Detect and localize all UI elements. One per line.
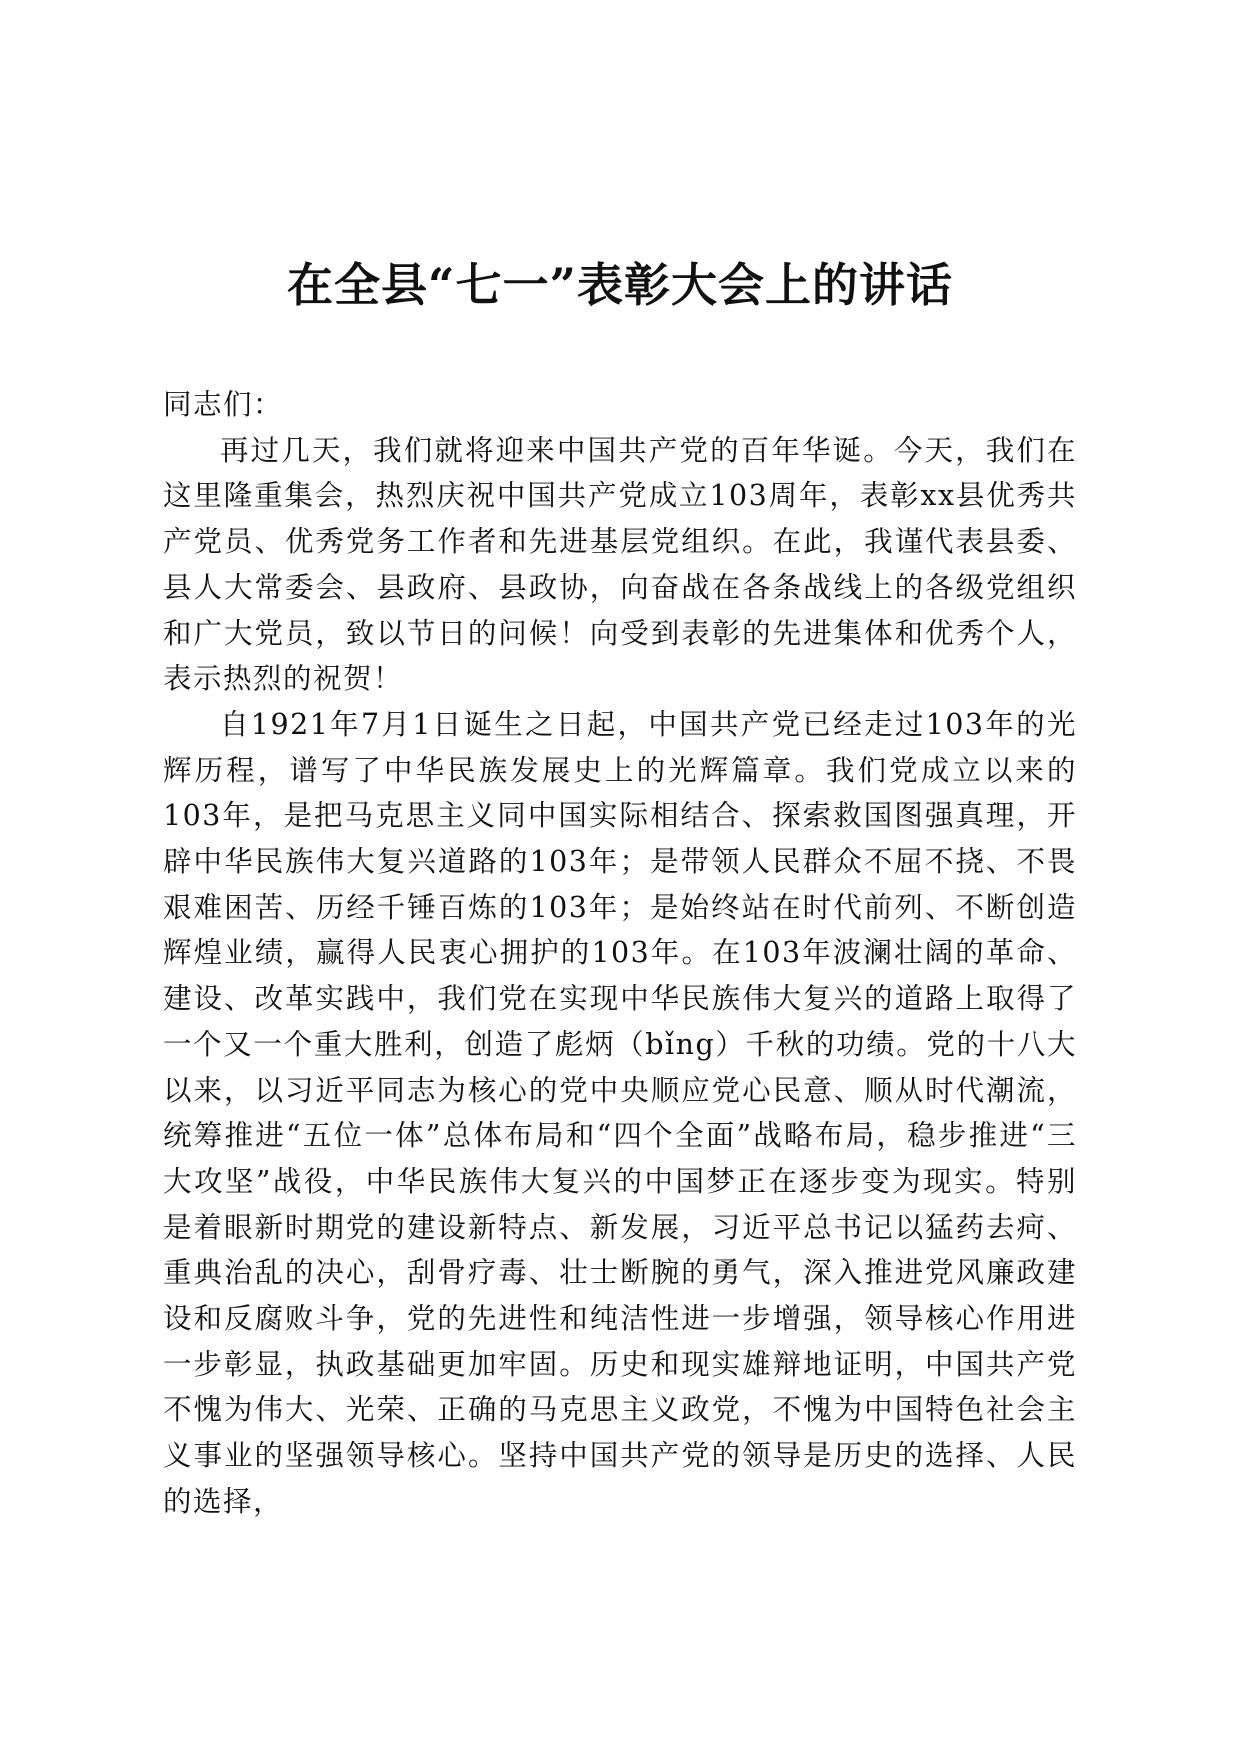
paragraph-2: 自1921年7月1日诞生之日起，中国共产党已经走过103年的光辉历程，谱写了中华民族发展史上的光辉篇章。我们党成立以来的103年，是把马克思主义同中国实际相结合、探索救国图强真理，开辟中华民族伟大复兴道路的103年；是带领人民群众不屈不挠、不畏艰难困苦、历经千锤百炼的103年；是始终站在时代前列、不断创造辉煌业绩，赢得人民衷心拥护的103年。在103年波澜壮阔的革命、建设、改革实践中，我们党在实现中华民族伟大复兴的道路上取得了一个又一个重大胜利，创造了彪炳（bǐng）千秋的功绩。党的十八大以来，以习近平同志为核心的党中央顺应党心民意、顺从时代潮流，统筹推进“五位一体”总体布局和“四个全面”战略布局，稳步推进“三大攻坚”战役，中华民族伟大复兴的中国梦正在逐步变为现实。特别是着眼新时期党的建设新特点、新发展，习近平总书记以猛药去疴、重典治乱的决心，刮骨疗毒、壮士断腕的勇气，深入推进党风廉政建设和反腐败斗争，党的先进性和纯洁性进一步增强，领导核心作用进一步彰显，执政基础更加牢固。历史和现实雄辩地证明，中国共产党不愧为伟大、光荣、正确的马克思主义政党，不愧为中国特色社会主义事业的坚强领导核心。坚持中国共产党的领导是历史的选择、人民的选择， — [163, 707, 1077, 1518]
document-body — [163, 382, 1077, 1525]
salutation: 同志们： — [163, 388, 284, 421]
document-title: 在全县“七一”表彰大会上的讲话 — [287, 258, 953, 312]
paragraph-1: 再过几天，我们就将迎来中国共产党的百年华诞。今天，我们在这里隆重集会，热烈庆祝中国共产党成立103周年，表彰xx县优秀共产党员、优秀党务工作者和先进基层党组织。在此，我谨代表县委、县人大常委会、县政府、县政协，向奋战在各条战线上的各级党组织和广大党员，致以节日的问候！向受到表彰的先进集体和优秀个人，表示热烈的祝贺！ — [163, 433, 1077, 696]
